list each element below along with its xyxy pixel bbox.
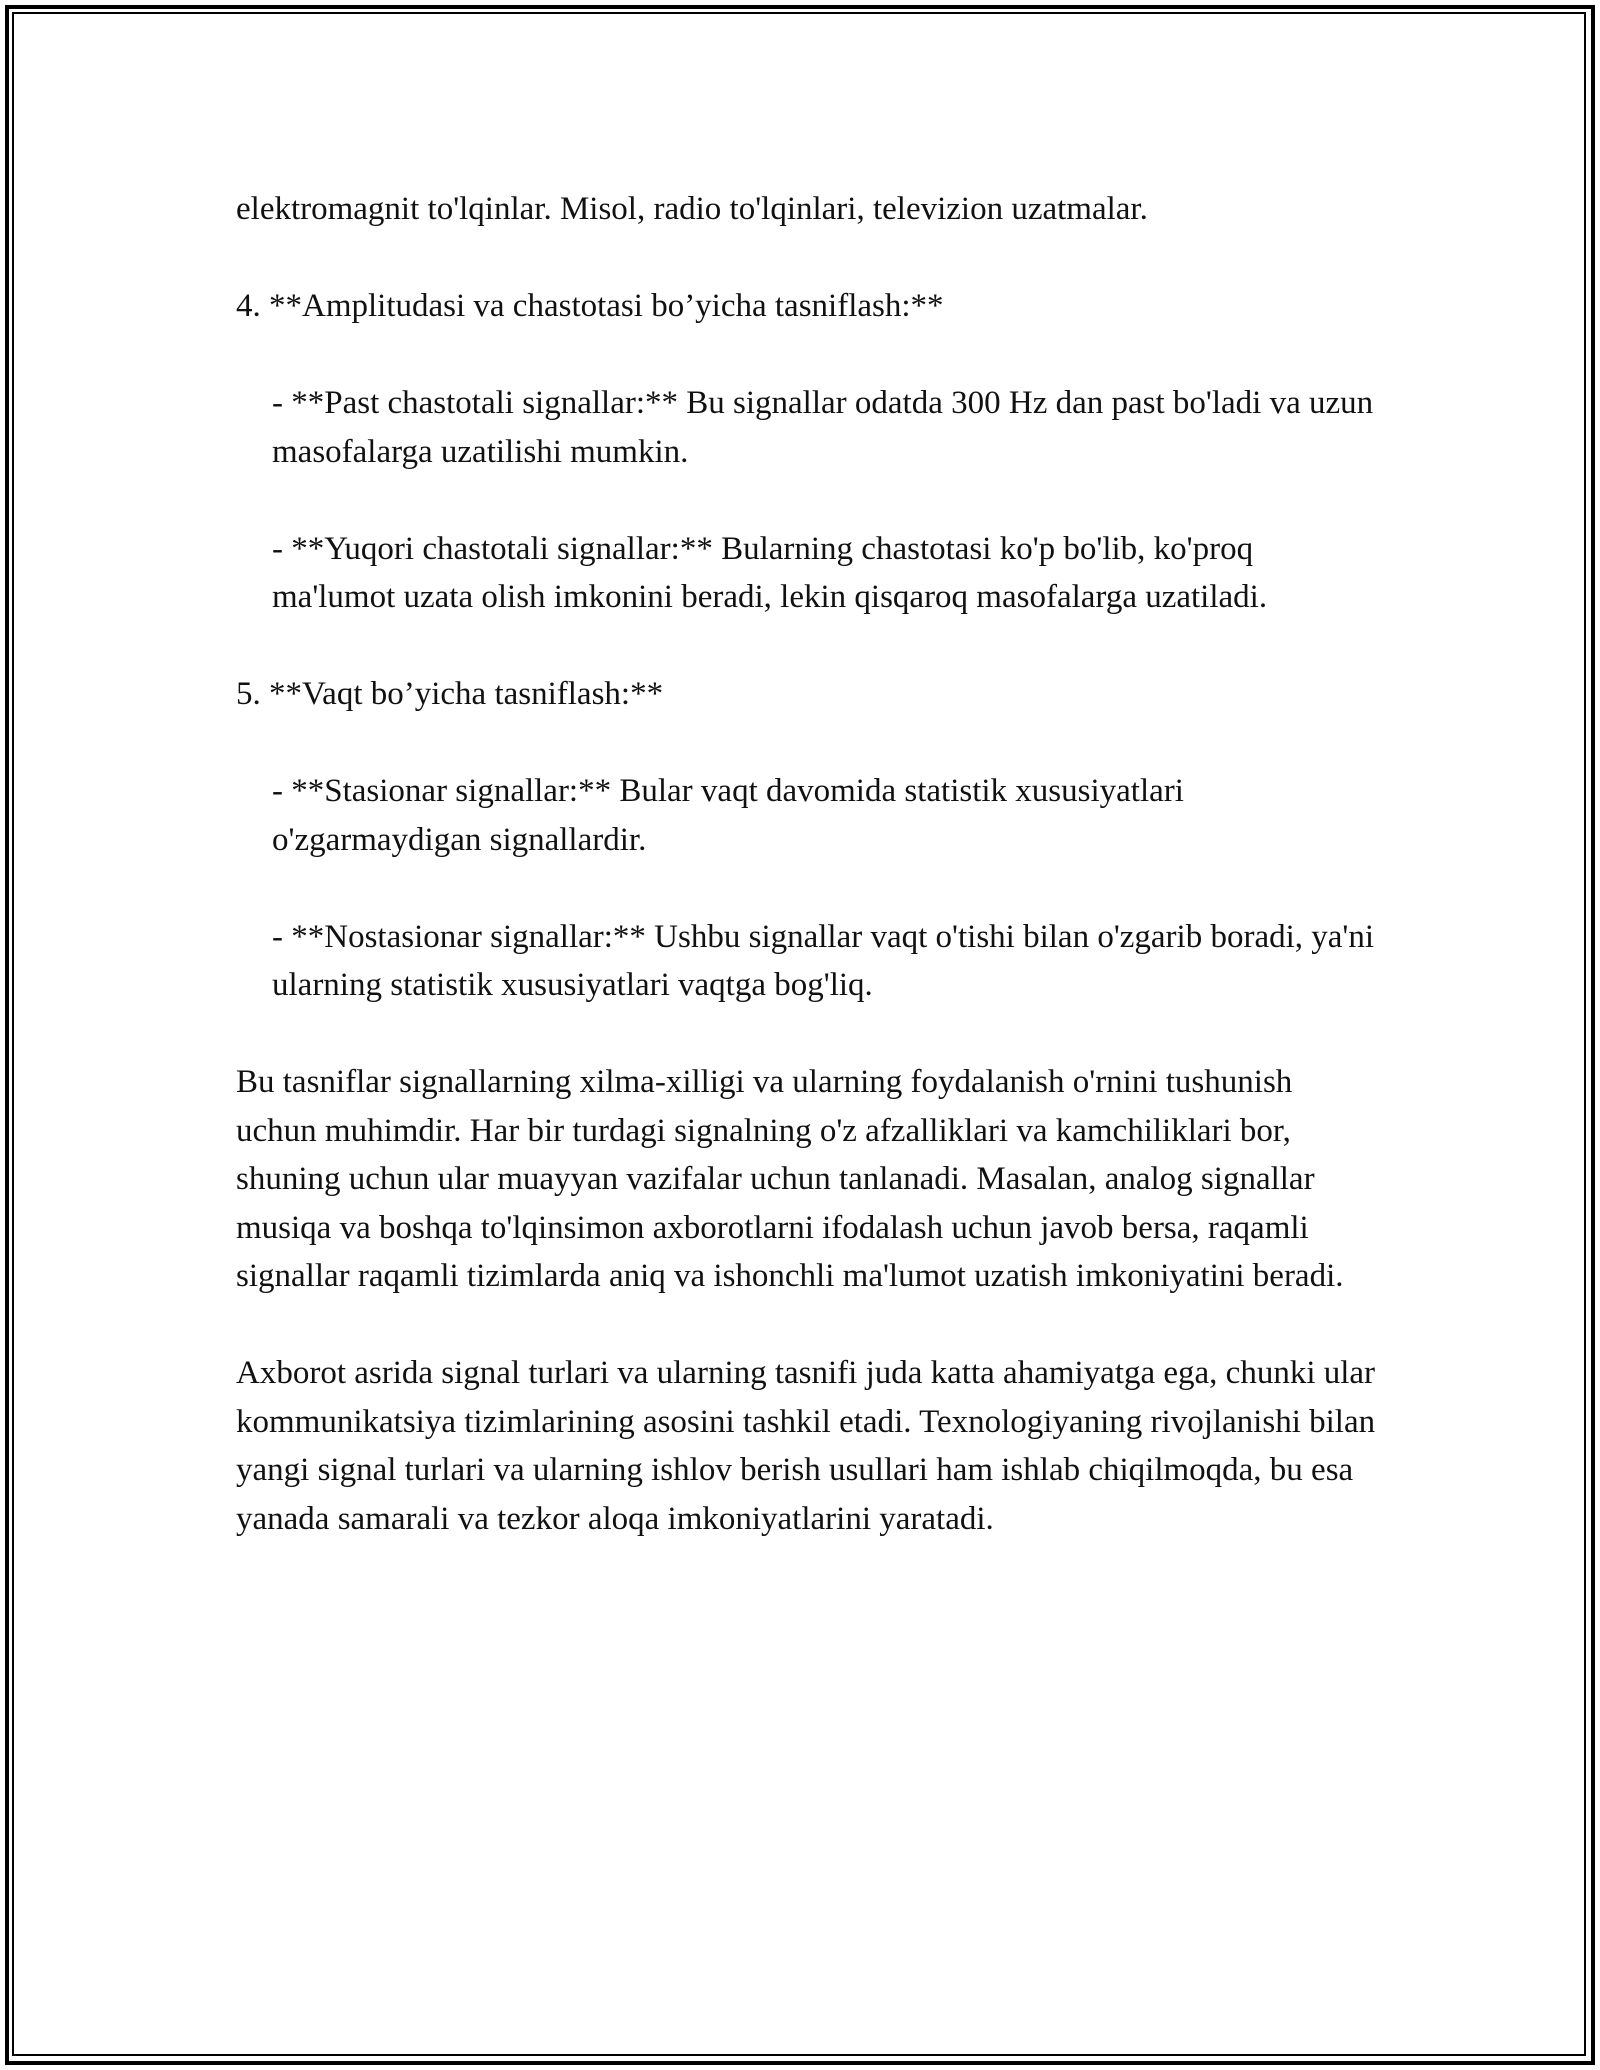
paragraph-continuation: elektromagnit to'lqinlar. Misol, radio to'lqinlari, televizion uzatmalar. (236, 191, 1148, 227)
list-item-nonstationary: - **Nostasionar signallar:** Ushbu signallar vaqt o'tishi bilan o'zgarib boradi, ya'ni ularning statistik xususiyatlari vaqtga bog'liq. (272, 918, 1375, 1003)
document-body (236, 185, 1376, 1592)
paragraph-summary: Bu tasniflar signallarning xilma-xilligi va ularning foydalanish o'rnini tushunish uchun muhimdir. Har bir turdagi signalning o'z afzalliklari va kamchiliklari bor, shuning uchun ular muayyan vazifalar uchun tanlanadi. Masalan, analog signallar musiqa va boshqa to'lqinsimon axborotlarni ifodalash uchun javob bersa, raqamli signallar raqamli tizimlarda aniq va ishonchli ma'lumot uzatish imkoniyatini beradi. (236, 1064, 1344, 1294)
paragraph-conclusion: Axborot asrida signal turlari va ularning tasnifi juda katta ahamiyatga ega, chunki ular kommunikatsiya tizimlarining asosini tashkil etadi. Texnologiyaning rivojlanishi bilan yangi signal turlari va ularning ishlov berish usullari ham ishlab chiqilmoqda, bu esa yanada samarali va tezkor aloqa imkoniyatlarini yaratadi. (236, 1355, 1376, 1537)
heading-time-classification: 5. **Vaqt bo’yicha tasniflash:** (236, 676, 664, 712)
list-item-high-frequency: - **Yuqori chastotali signallar:** Bularning chastotasi ko'p bo'lib, ko'proq ma'lumot uzata olish imkonini beradi, lekin qisqaroq masofalarga uzatiladi. (272, 530, 1268, 615)
list-item-low-frequency: - **Past chastotali signallar:** Bu signallar odatda 300 Hz dan past bo'ladi va uzun masofalarga uzatilishi mumkin. (272, 385, 1374, 470)
heading-amplitude-frequency: 4. **Amplitudasi va chastotasi bo’yicha tasniflash:** (236, 288, 944, 324)
list-item-stationary: - **Stasionar signallar:** Bular vaqt davomida statistik xususiyatlari o'zgarmaydigan signallardir. (272, 773, 1184, 858)
